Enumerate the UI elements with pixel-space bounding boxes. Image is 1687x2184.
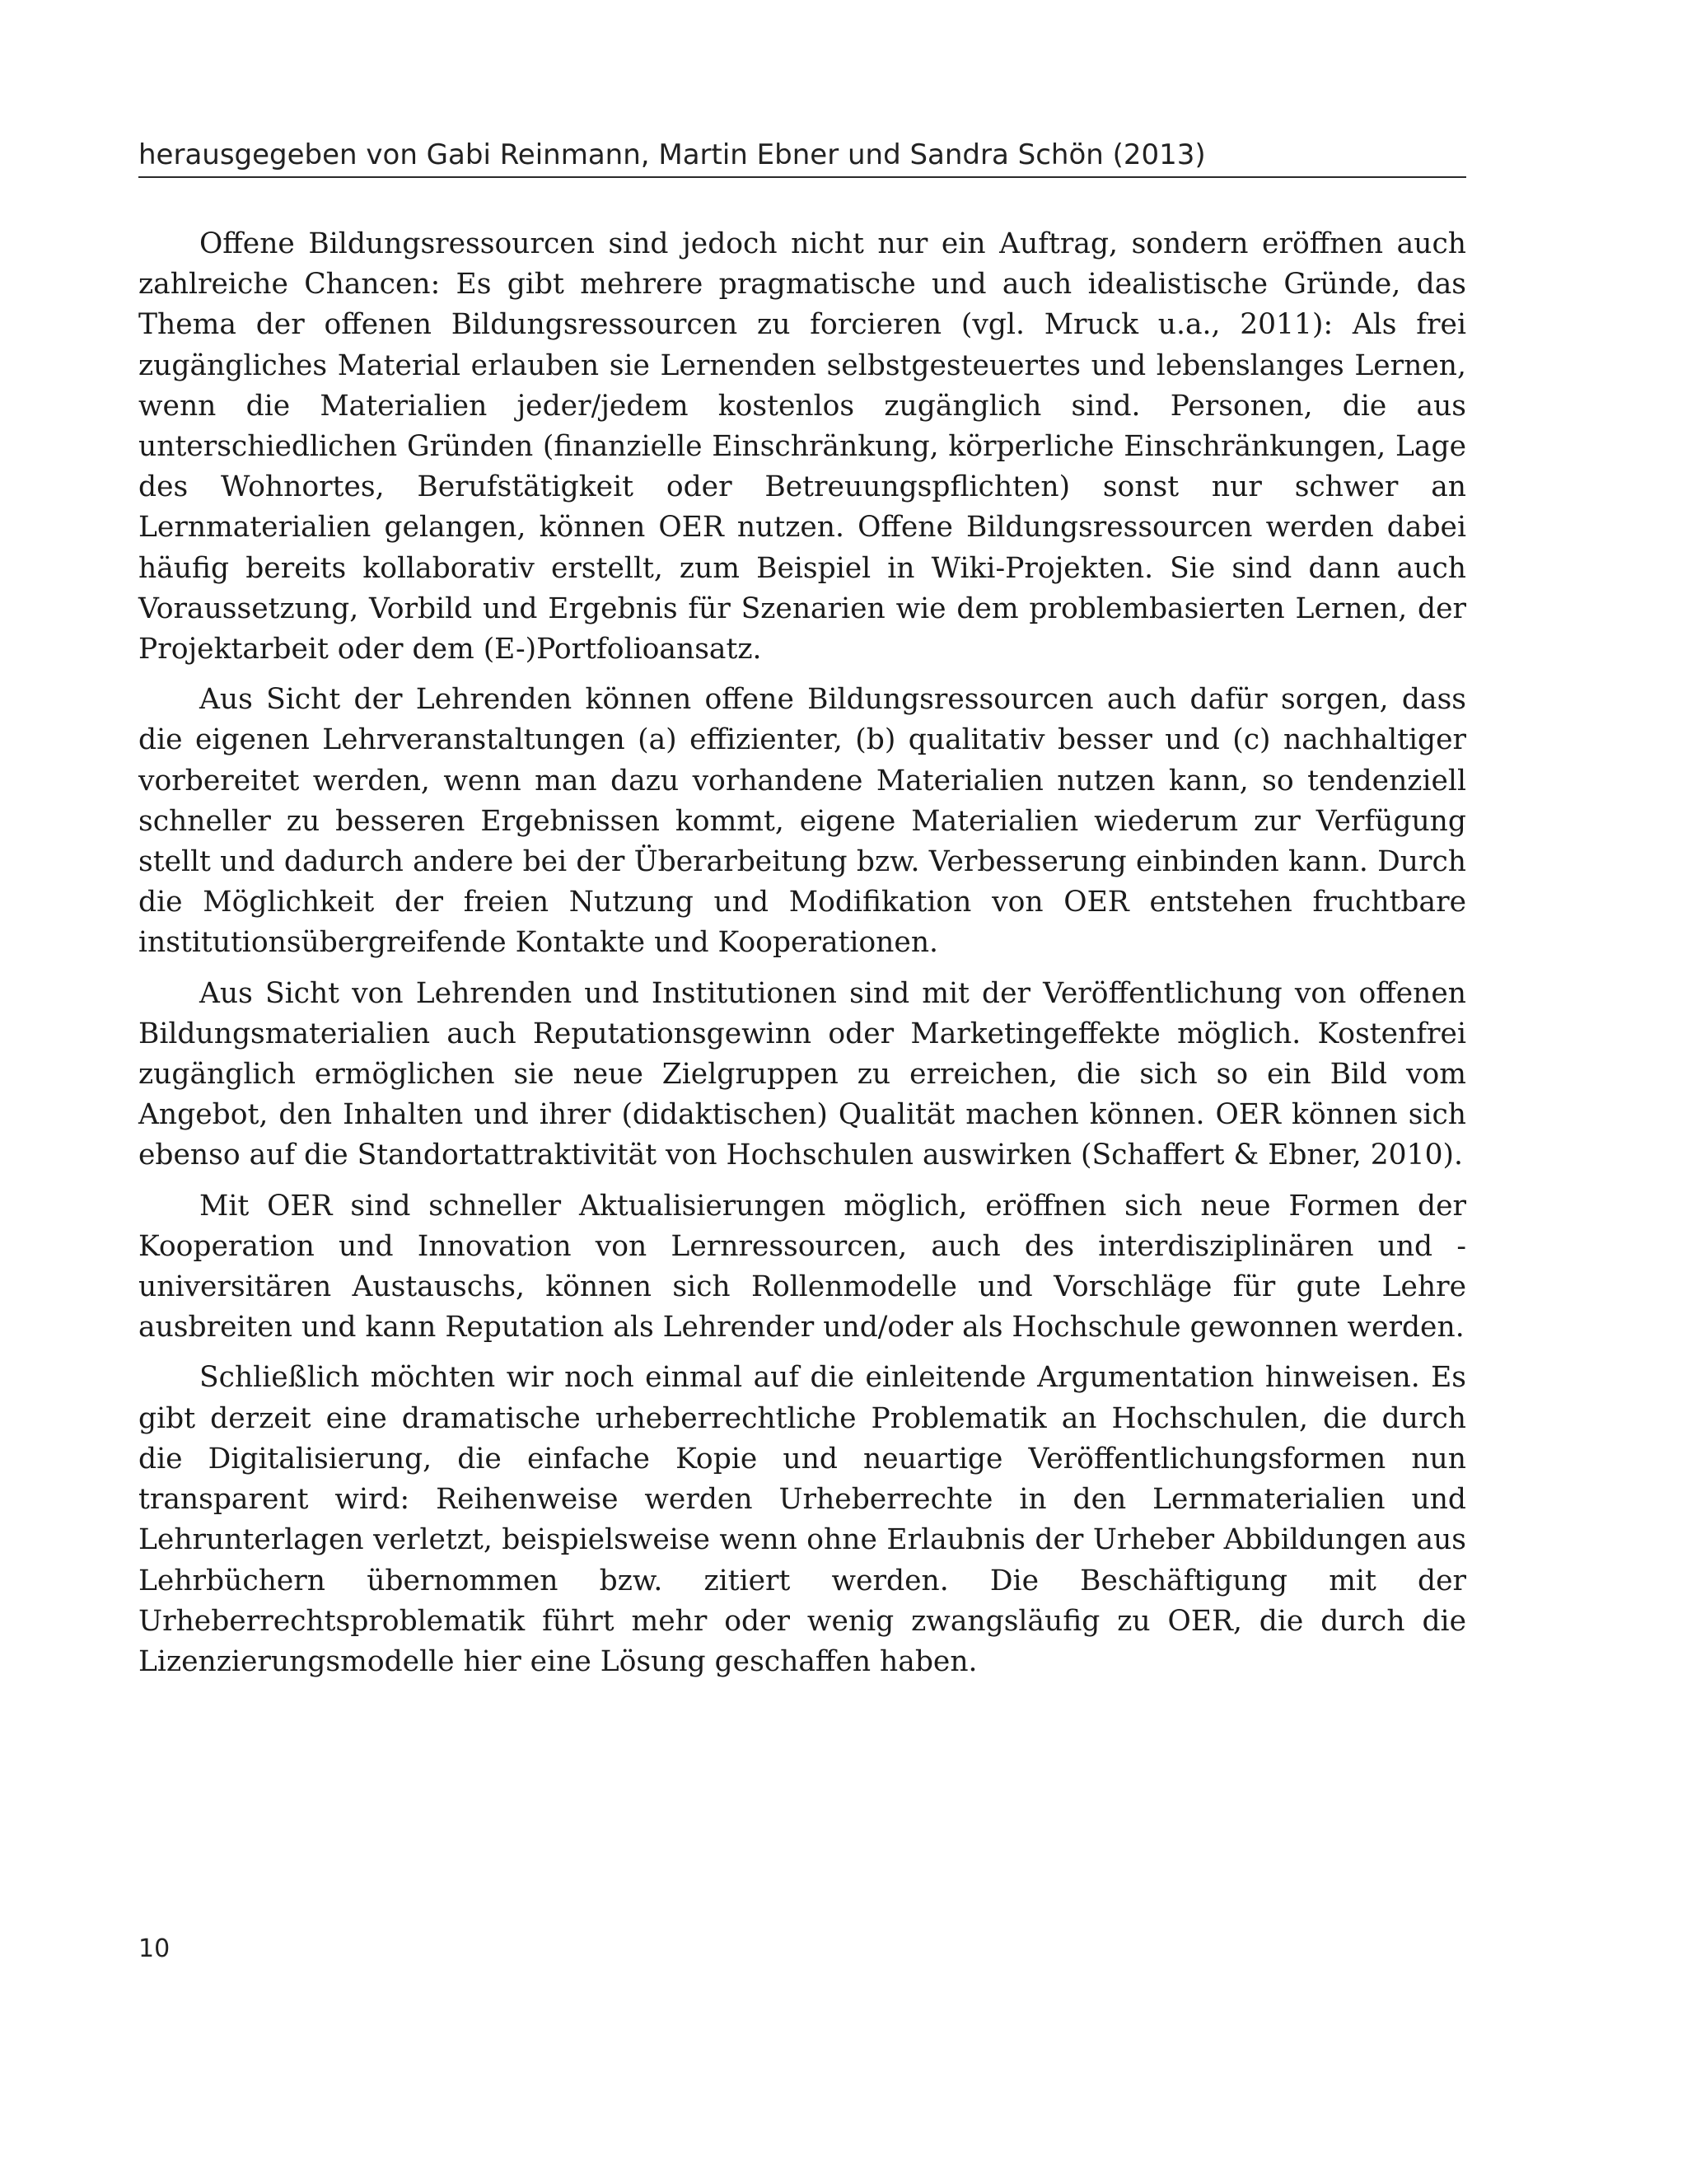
paragraph-5: Schließlich möchten wir noch einmal auf die einleitende Argumentation hinweisen. Es gibt derzeit eine dramatische urheberrechtliche Problematik an Hochschulen, die durch die Digitalisierung, die einfache Kopie und neuartige Veröffentlichungsformen nun transparent wird: Reihenweise werden Urheberrechte in den Lernmaterialien und Lehrunterlagen verletzt, beispielsweise wenn ohne Erlaubnis der Urheber Abbildungen aus Lehrbüchern übernommen bzw. zitiert werden. Die Beschäftigung mit der Urheberrechtsproblematik führt mehr oder wenig zwangsläufig zu OER, die durch die Lizenzierungsmodelle hier eine Lösung geschaffen haben. (138, 1361, 1466, 1678)
paragraph-4: Mit OER sind schneller Aktualisierungen möglich, eröffnen sich neue Formen der Kooperation und Innovation von Lernressourcen, auch des interdisziplinären und -universitären Austauschs, können sich Rollenmodelle und Vorschläge für gute Lehre ausbreiten und kann Reputation als Lehrender und/oder als Hochschule gewonnen werden. (138, 1189, 1466, 1345)
body-text (138, 224, 1466, 1692)
page-number: 10 (138, 1934, 171, 1963)
running-header (138, 137, 1466, 178)
paragraph-2: Aus Sicht der Lehrenden können offene Bildungsressourcen auch dafür sorgen, dass die eigenen Lehrveranstaltungen (a) effizienter, (b) qualitativ besser und (c) nachhaltiger vorbereitet werden, wenn man dazu vorhandene Materialien nutzen kann, so tendenziell schneller zu besseren Ergebnissen kommt, eigene Materialien wiederum zur Verfügung stellt und dadurch andere bei der Überarbeitung bzw. Verbesserung einbinden kann. Durch die Möglichkeit der freien Nutzung und Modifikation von OER entstehen fruchtbare institutionsübergreifende Kontakte und Kooperationen. (138, 683, 1466, 960)
paragraph-3: Aus Sicht von Lehrenden und Institutionen sind mit der Veröffentlichung von offenen Bildungsmaterialien auch Reputationsgewinn oder Marketingeffekte möglich. Kostenfrei zugänglich ermöglichen sie neue Zielgruppen zu erreichen, die sich so ein Bild vom Angebot, den Inhalten und ihrer (didaktischen) Qualität machen können. OER können sich ebenso auf die Standortattraktivität von Hochschulen auswirken (Schaffert & Ebner, 2010). (138, 976, 1466, 1172)
running-header-text: herausgegeben von Gabi Reinmann, Martin Ebner und Sandra Schön (2013) (138, 138, 1206, 171)
paragraph-1: Offene Bildungsressourcen sind jedoch nicht nur ein Auftrag, sondern eröffnen auch zahlreiche Chancen: Es gibt mehrere pragmatische und auch idealistische Gründe, das Thema der offenen Bildungsressourcen zu forcieren (vgl. Mruck u.a., 2011): Als frei zugängliches Material erlauben sie Lernenden selbstgesteuertes und lebenslanges Lernen, wenn die Materialien jeder/jedem kostenlos zugänglich sind. Personen, die aus unterschiedlichen Gründen (finanzielle Einschränkung, körperliche Einschränkungen, Lage des Wohnortes, Berufstätigkeit oder Betreuungspflichten) sonst nur schwer an Lernmaterialien gelangen, können OER nutzen. Offene Bildungsressourcen werden dabei häufig bereits kollaborativ erstellt, zum Beispiel in Wiki-Projekten. Sie sind dann auch Voraussetzung, Vorbild und Ergebnis für Szenarien wie dem problembasierten Lernen, der Projektarbeit oder dem (E-)Portfolioansatz. (138, 227, 1466, 666)
